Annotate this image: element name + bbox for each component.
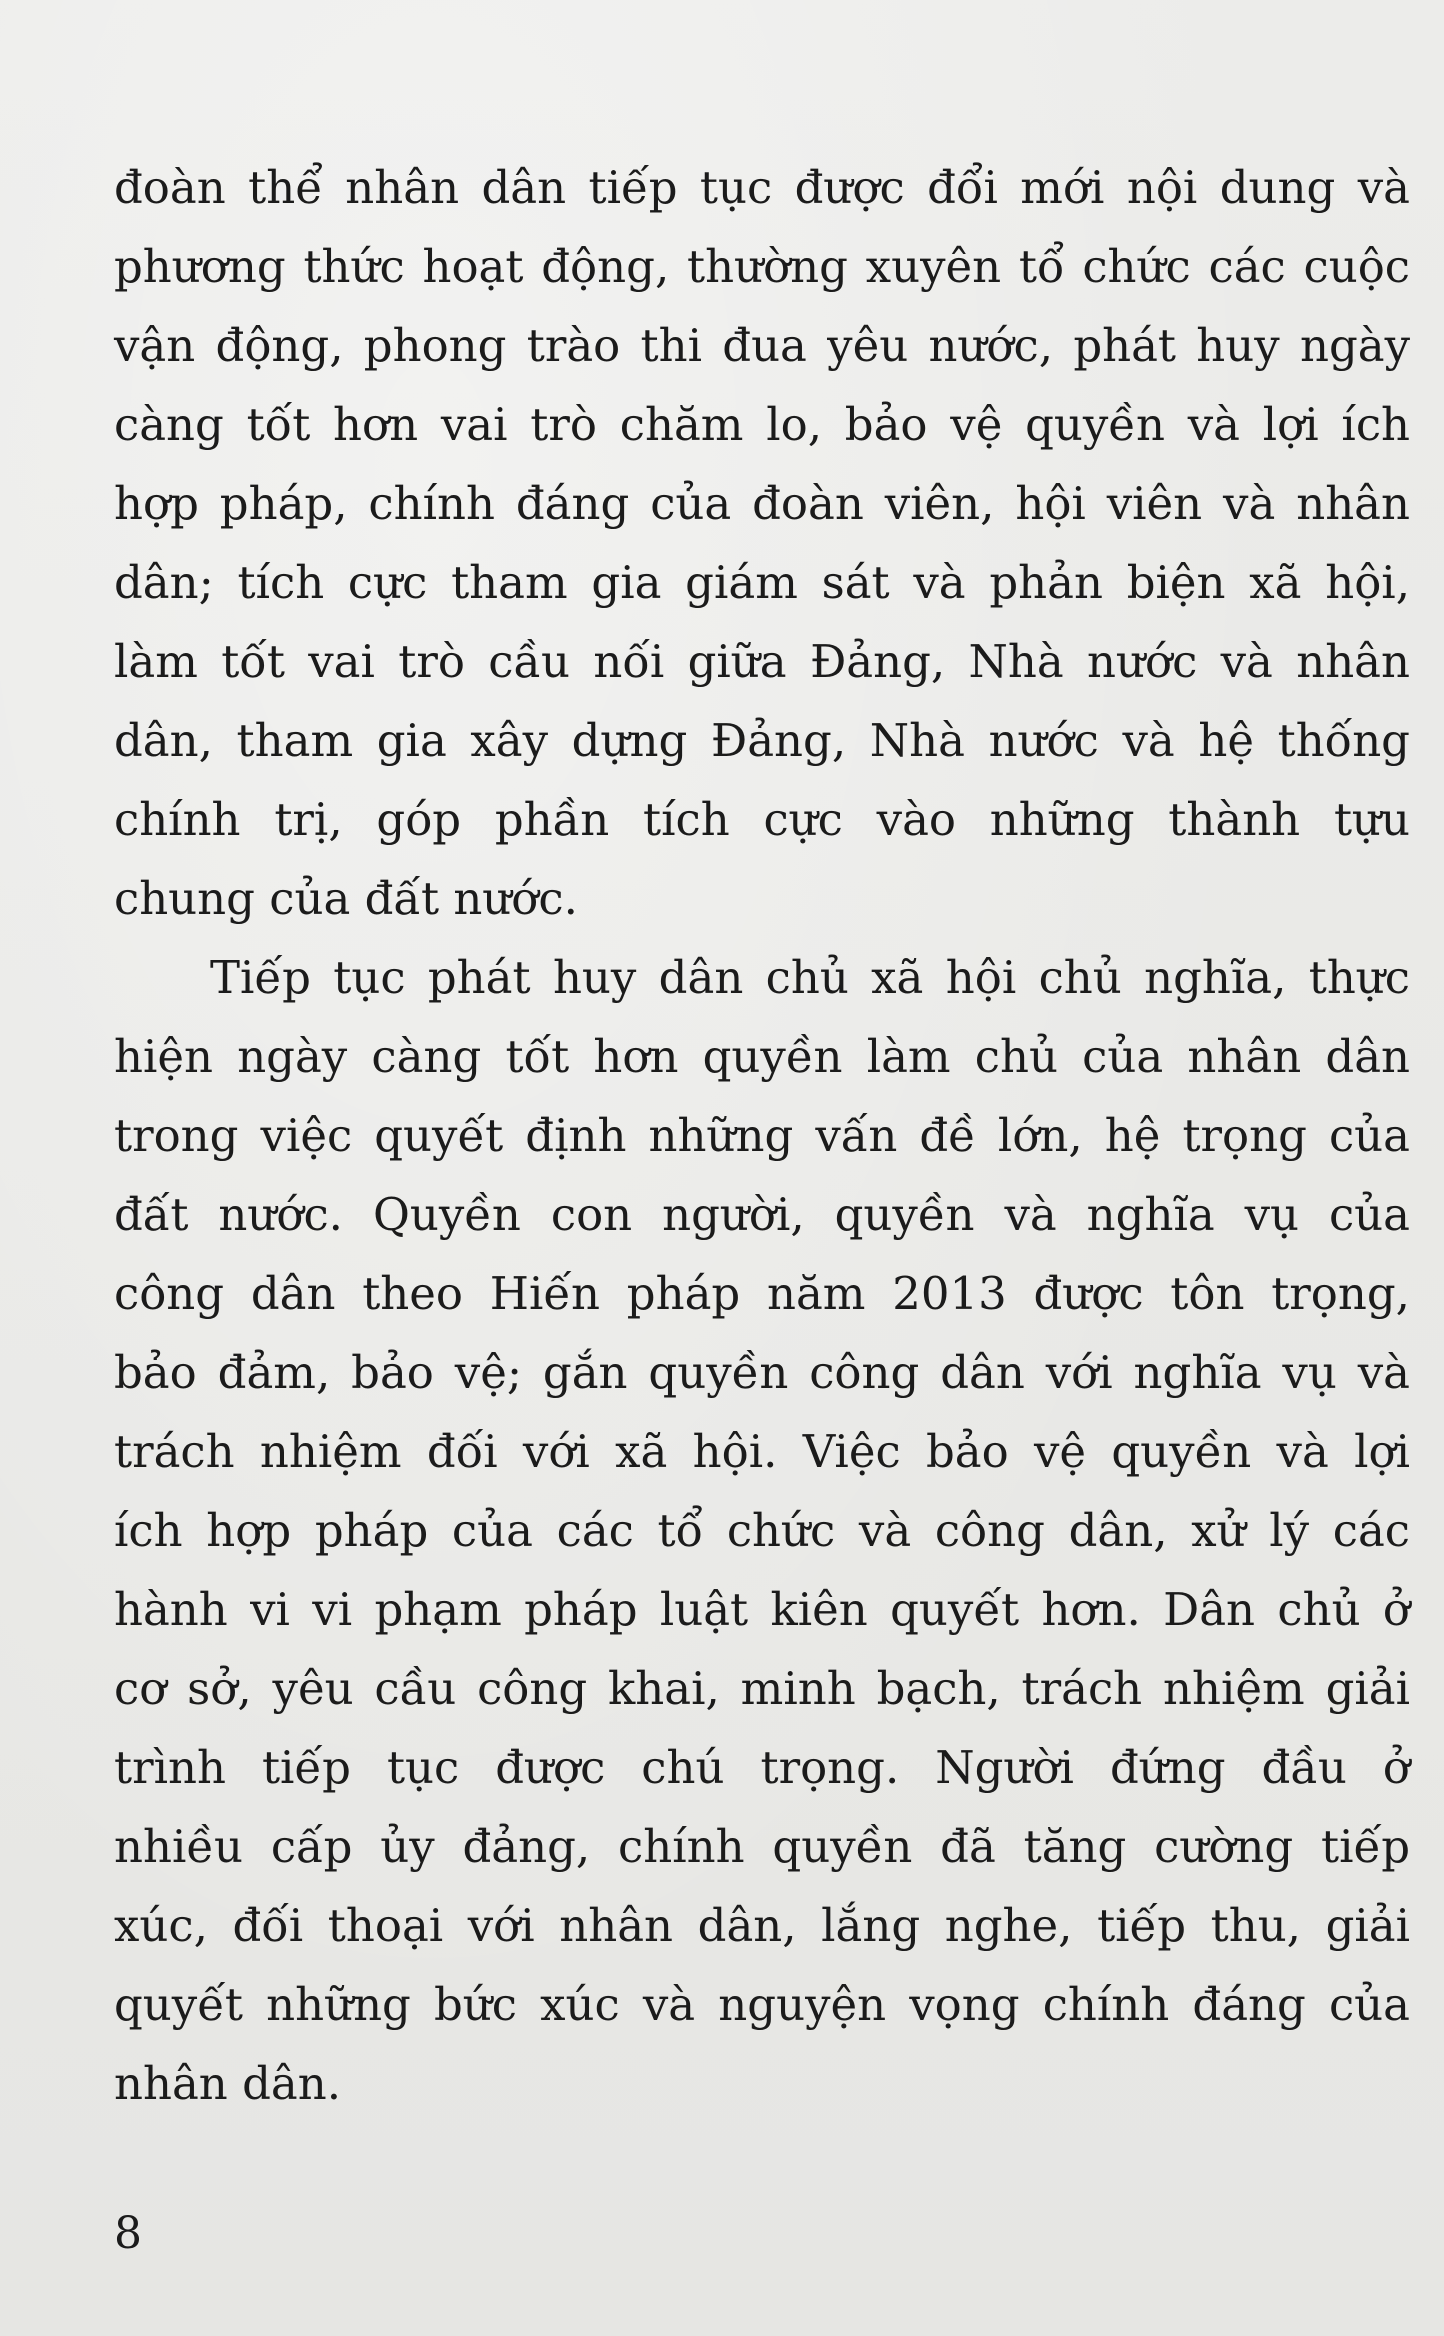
text-line: chung của đất nước. xyxy=(114,872,578,925)
text-line: trong việc quyết định những vấn đề lớn, hệ trọng của xyxy=(114,1109,1410,1162)
text-line: làm tốt vai trò cầu nối giữa Đảng, Nhà nước và nhân xyxy=(114,635,1410,688)
text-line: quyết những bức xúc và nguyện vọng chính đáng của xyxy=(114,1978,1410,2031)
text-line: trình tiếp tục được chú trọng. Người đứng đầu ở xyxy=(114,1741,1410,1794)
text-line: dân; tích cực tham gia giám sát và phản biện xã hội, xyxy=(114,556,1410,609)
text-line: Tiếp tục phát huy dân chủ xã hội chủ nghĩa, thực xyxy=(210,951,1410,1004)
text-line: càng tốt hơn vai trò chăm lo, bảo vệ quyền và lợi ích xyxy=(114,398,1410,451)
body-text xyxy=(114,148,1410,2123)
text-line: trách nhiệm đối với xã hội. Việc bảo vệ quyền và lợi xyxy=(114,1425,1410,1478)
paragraph-2 xyxy=(114,938,1410,2123)
text-line: xúc, đối thoại với nhân dân, lắng nghe, tiếp thu, giải xyxy=(114,1899,1410,1952)
text-line: hợp pháp, chính đáng của đoàn viên, hội viên và nhân xyxy=(114,477,1410,530)
text-line: vận động, phong trào thi đua yêu nước, phát huy ngày xyxy=(114,319,1410,372)
text-line: nhiều cấp ủy đảng, chính quyền đã tăng cường tiếp xyxy=(114,1820,1410,1873)
text-line: chính trị, góp phần tích cực vào những thành tựu xyxy=(114,793,1410,846)
text-line: cơ sở, yêu cầu công khai, minh bạch, trách nhiệm giải xyxy=(114,1662,1410,1715)
text-line: đất nước. Quyền con người, quyền và nghĩa vụ của xyxy=(114,1188,1410,1241)
page-number: 8 xyxy=(114,2208,142,2259)
text-line: công dân theo Hiến pháp năm 2013 được tôn trọng, xyxy=(114,1267,1410,1320)
text-line: dân, tham gia xây dựng Đảng, Nhà nước và hệ thống xyxy=(114,714,1410,767)
text-line: hiện ngày càng tốt hơn quyền làm chủ của nhân dân xyxy=(114,1030,1410,1083)
text-line: nhân dân. xyxy=(114,2057,341,2110)
text-line: phương thức hoạt động, thường xuyên tổ chức các cuộc xyxy=(114,240,1410,293)
paragraph-1 xyxy=(114,148,1410,938)
text-line: bảo đảm, bảo vệ; gắn quyền công dân với nghĩa vụ và xyxy=(114,1346,1410,1399)
text-line: hành vi vi phạm pháp luật kiên quyết hơn. Dân chủ ở xyxy=(114,1583,1410,1636)
text-line: đoàn thể nhân dân tiếp tục được đổi mới nội dung và xyxy=(114,161,1410,214)
text-line: ích hợp pháp của các tổ chức và công dân, xử lý các xyxy=(114,1504,1410,1557)
